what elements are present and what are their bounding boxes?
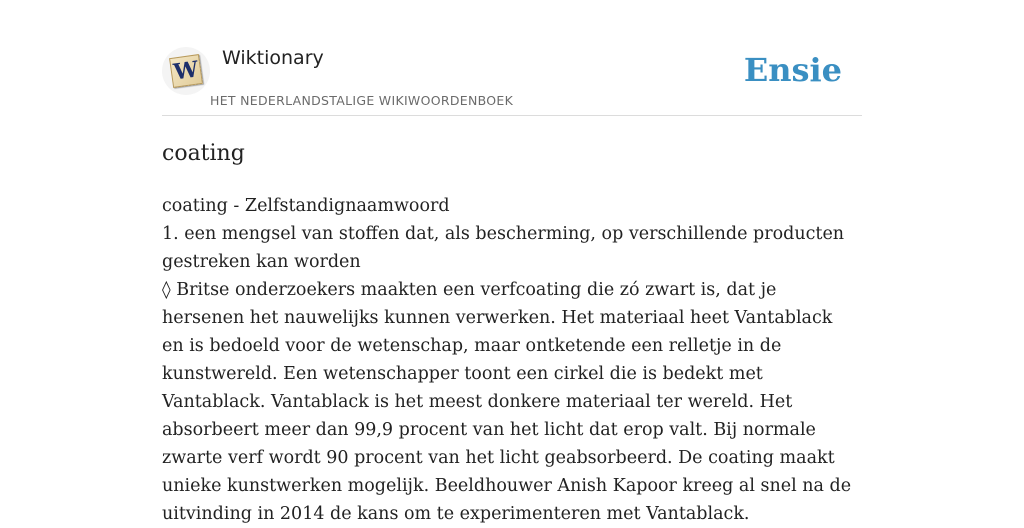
logo-tile-icon [169, 54, 203, 88]
entry-heading: coating - Zelfstandignaamwoord [162, 196, 450, 216]
page [162, 0, 862, 524]
entry-body [162, 192, 852, 528]
wiktionary-logo[interactable] [162, 47, 210, 95]
ensie-brand-link[interactable]: Ensie [743, 51, 842, 89]
entry-example: ◊ Britse onderzoekers maakten een verfcoating die zó zwart is, dat je hersenen het nauwelijks kunnen verwerken. Het materiaal heet Vantablack en is bedoeld voor de wetenschap, maar ontketende een relletje in de kunstwereld. Een wetenschapper toont een cirkel die is bedekt met Vantablack. Vantablack is het meest donkere materiaal ter wereld. Het absorbeert meer dan 99,9 procent van het licht dat erop valt. Bij normale zwarte verf wordt 90 procent van het licht geabsorbeerd. De coating maakt unieke kunstwerken mogelijk. Beeldhouwer Anish Kapoor kreeg al snel na de uitvinding in 2014 de kans om te experimenteren met Vantablack. [162, 280, 852, 524]
logo-letter: W [171, 56, 201, 86]
entry-definition: 1. een mengsel van stoffen dat, als bescherming, op verschillende producten gestreken kan worden [162, 224, 845, 272]
header-divider [162, 115, 862, 116]
site-name[interactable]: Wiktionary [222, 47, 324, 69]
entry-title: coating [162, 141, 245, 166]
site-tagline: HET NEDERLANDSTALIGE WIKIWOORDENBOEK [210, 93, 514, 108]
